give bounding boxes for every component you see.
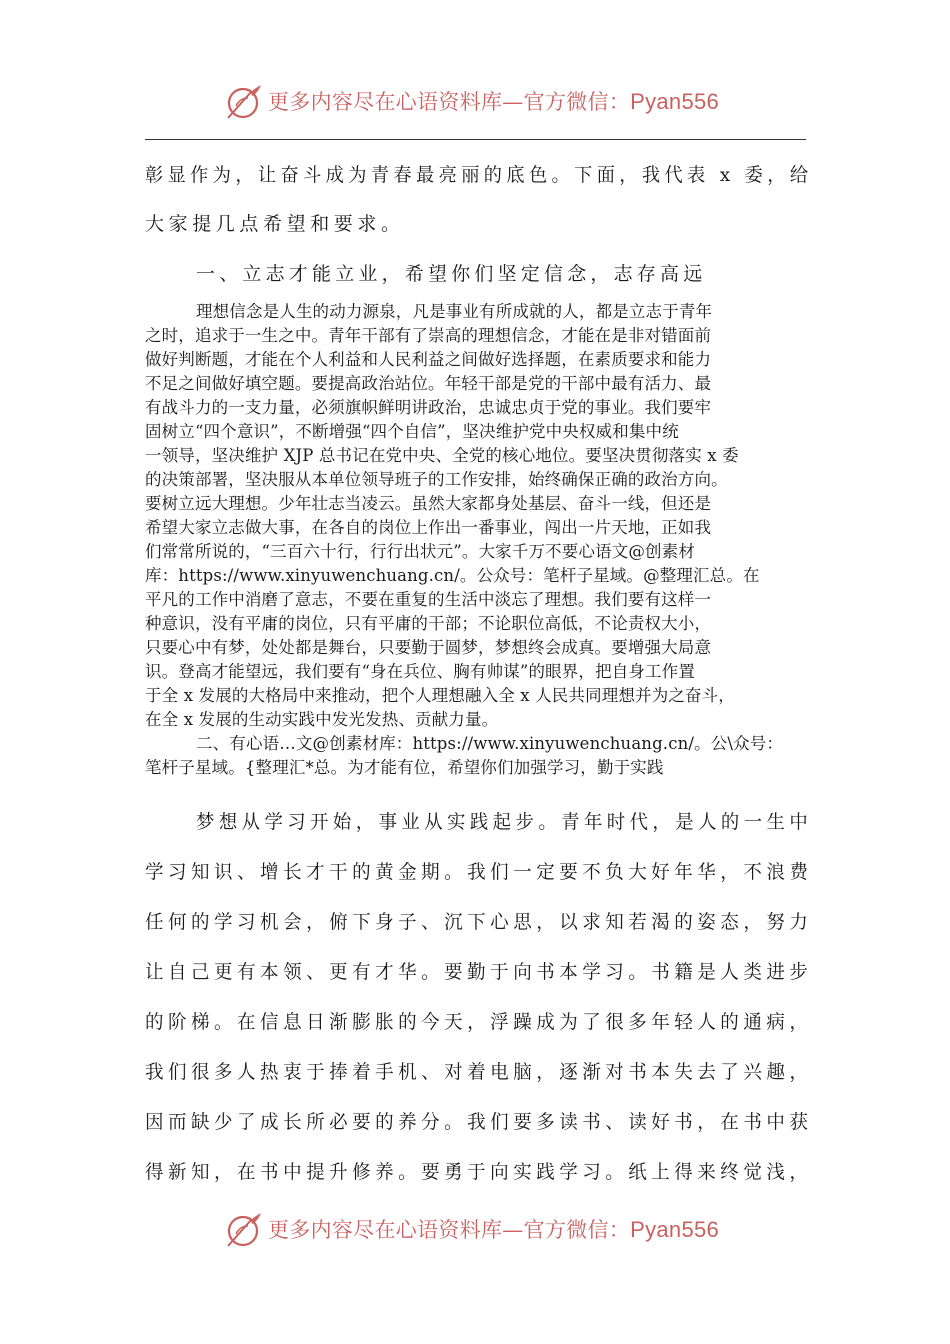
- body-line: 们常常所说的，“三百六十行，行行出状元”。大家千万不要心语文@创素材: [145, 542, 695, 561]
- intro-line: 彰显作为，让奋斗成为青春最亮丽的底色。下面，我代表 x 委，给: [145, 164, 813, 186]
- body-line: 的决策部署，坚决服从本单位领导班子的工作安排，始终确保正确的政治方向。: [145, 470, 728, 489]
- body-line: 要树立远大理想。少年壮志当凌云。虽然大家都身处基层、奋斗一线，但还是: [145, 494, 712, 513]
- section2-heading: 笔杆子星域。{整理汇*总。为才能有位，希望你们加强学习，勤于实践: [145, 758, 664, 777]
- body-line: 种意识，没有平庸的岗位，只有平庸的干部；不论职位高低，不论责权大小，: [145, 614, 712, 633]
- body-line: 的阶梯。在信息日渐膨胀的今天，浮躁成为了很多年轻人的通病，: [145, 1011, 813, 1033]
- section1-heading: 一、立志才能立业，希望你们坚定信念，志存高远: [196, 263, 707, 285]
- body-line: 希望大家立志做大事，在各自的岗位上作出一番事业，闯出一片天地，正如我: [145, 518, 712, 537]
- body-line: 我们很多人热衷于捧着手机、对着电脑，逐渐对书本失去了兴趣，: [145, 1061, 813, 1083]
- body-line: 只要心中有梦，处处都是舞台，只要勤于圆梦，梦想终会成真。要增强大局意: [145, 638, 712, 657]
- body-line: 于全 x 发展的大格局中来推动，把个人理想融入全 x 人民共同理想并为之奋斗，: [145, 686, 735, 705]
- footer-banner: [0, 1210, 950, 1250]
- body-line: 任何的学习机会，俯下身子、沉下心思，以求知若渴的姿态，努力: [145, 911, 813, 933]
- quill-logo-icon: [224, 84, 262, 120]
- body-line: 理想信念是人生的动力源泉，凡是事业有所成就的人，都是立志于青年: [196, 302, 713, 321]
- banner-text: 更多内容尽在心语资料库—官方微信：Pyan556: [268, 89, 720, 114]
- body-line: 做好判断题，才能在个人利益和人民利益之间做好选择题，在素质要求和能力: [145, 350, 712, 369]
- body-line: 固树立“四个意识”，不断增强“四个自信”，坚决维护党中央权威和集中统: [145, 422, 679, 441]
- body-line: 学习知识、增长才干的黄金期。我们一定要不负大好年华，不浪费: [145, 861, 813, 883]
- body-line: 一领导，坚决维护 XJP 总书记在党中央、全党的核心地位。要坚决贯彻落实 x 委: [145, 446, 739, 465]
- body-line: 之时，追求于一生之中。青年干部有了崇高的理想信念，才能在是非对错面前: [145, 326, 712, 345]
- banner-text: 更多内容尽在心语资料库—官方微信：Pyan556: [268, 1217, 720, 1242]
- header-banner: [0, 82, 950, 122]
- body-line: 有战斗力的一支力量，必须旗帜鲜明讲政治，忠诚忠贞于党的事业。我们要牢: [145, 398, 712, 417]
- quill-logo-icon: [224, 1212, 262, 1248]
- body-line: 识。登高才能望远，我们要有“身在兵位、胸有帅谋”的眼界，把自身工作置: [145, 662, 695, 681]
- body-line: 平凡的工作中消磨了意志，不要在重复的生活中淡忘了理想。我们要有这样一: [145, 590, 712, 609]
- body-line: 库：https://www.xinyuwenchuang.cn/。公众号：笔杆子星域。@整理汇总。在: [145, 566, 760, 585]
- intro-line: 大家提几点希望和要求。: [145, 213, 405, 235]
- body-line: 得新知，在书中提升修养。要勇于向实践学习。纸上得来终觉浅，: [145, 1161, 813, 1183]
- body-line: 因而缺少了成长所必要的养分。我们要多读书、读好书，在书中获: [145, 1111, 813, 1133]
- body-line: 在全 x 发展的生动实践中发光发热、贡献力量。: [145, 710, 499, 729]
- body-line: 让自己更有本领、更有才华。要勤于向书本学习。书籍是人类进步: [145, 961, 813, 983]
- header-divider: [145, 139, 806, 140]
- body-line: 梦想从学习开始，事业从实践起步。青年时代，是人的一生中: [196, 811, 813, 833]
- body-line: 不足之间做好填空题。要提高政治站位。年轻干部是党的干部中最有活力、最: [145, 374, 712, 393]
- section2-heading: 二、有心语…文@创素材库：https://www.xinyuwenchuang.cn/。公\众号：: [196, 734, 784, 753]
